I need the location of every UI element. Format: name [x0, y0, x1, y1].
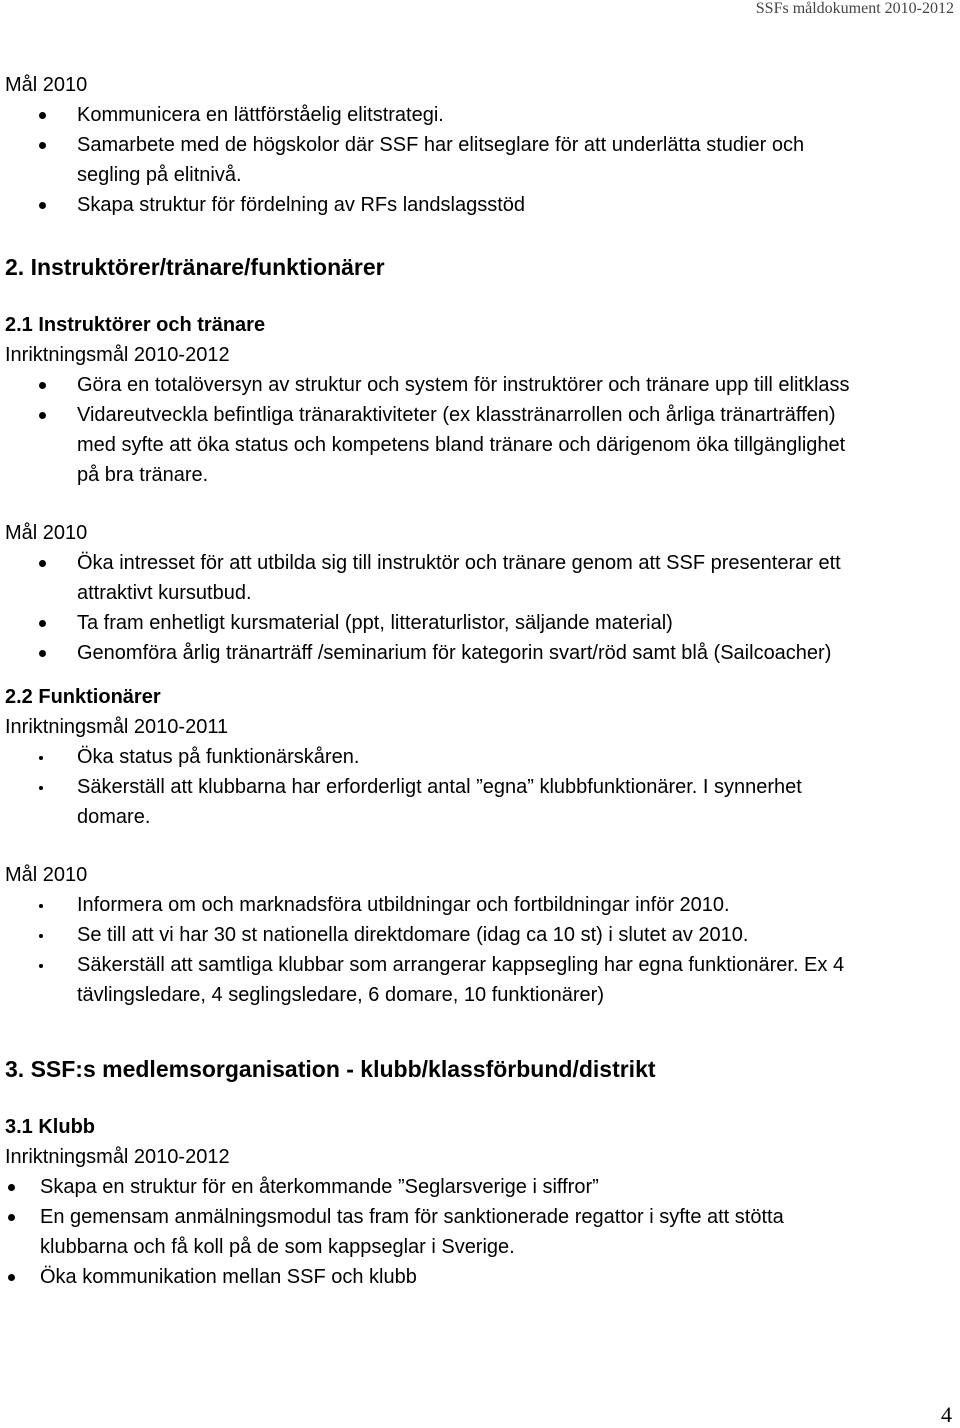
list-item: Kommunicera en lättförståelig elitstrategi.	[5, 100, 955, 130]
list-item-continuation: på bra tränare.	[77, 464, 209, 486]
bullet-icon	[39, 202, 46, 209]
list-item: Öka intresset för att utbilda sig till instruktör och tränare genom att SSF presenterar ett	[5, 548, 955, 578]
section-heading: 2. Instruktörer/tränare/funktionärer	[5, 254, 385, 280]
bullet-icon	[39, 964, 43, 968]
goals-label: Mål 2010	[5, 522, 88, 544]
bullet-icon	[39, 412, 46, 419]
bullet-icon	[39, 934, 43, 938]
bullet-icon	[39, 112, 46, 119]
list-item-continuation: domare.	[77, 806, 151, 828]
list-item: Öka kommunikation mellan SSF och klubb	[5, 1262, 955, 1292]
bullet-icon	[39, 382, 46, 389]
goals-label: Mål 2010	[5, 74, 88, 96]
list-item-continuation: attraktivt kursutbud.	[77, 582, 252, 604]
list-item: Skapa en struktur för en återkommande ”Seglarsverige i siffror”	[5, 1172, 955, 1202]
list-item: Samarbete med de högskolor där SSF har elitseglare för att underlätta studier och	[5, 130, 955, 160]
bullet-icon	[39, 650, 46, 657]
subsection-heading: 2.1 Instruktörer och tränare	[5, 314, 266, 336]
goals-list	[5, 890, 955, 1010]
list-item: Ta fram enhetligt kursmaterial (ppt, litteraturlistor, säljande material)	[5, 608, 955, 638]
list-item: Se till att vi har 30 st nationella direktdomare (idag ca 10 st) i slutet av 2010.	[5, 920, 955, 950]
list-item: Säkerställ att samtliga klubbar som arrangerar kappsegling har egna funktionärer. Ex 4	[5, 950, 955, 980]
bullet-icon	[8, 1184, 15, 1191]
bullet-icon	[39, 560, 46, 567]
list-item-continuation: tävlingsledare, 4 seglingsledare, 6 domare, 10 funktionärer)	[77, 984, 604, 1006]
bullet-icon	[39, 786, 43, 790]
goals-list	[5, 100, 955, 220]
bullet-icon	[39, 904, 43, 908]
bullet-icon	[39, 620, 46, 627]
objectives-list	[5, 742, 955, 832]
list-item-continuation: klubbarna och få koll på de som kappseglar i Sverige.	[40, 1236, 515, 1258]
list-item-continuation: med syfte att öka status och kompetens bland tränare och därigenom öka tillgänglighet	[77, 434, 846, 456]
subsection-heading: 3.1 Klubb	[5, 1116, 96, 1138]
goals-list	[5, 548, 955, 668]
bullet-icon	[8, 1274, 15, 1281]
page-number: 4	[941, 1402, 952, 1427]
section-heading: 3. SSF:s medlemsorganisation - klubb/klassförbund/distrikt	[5, 1056, 656, 1082]
bullet-icon	[8, 1214, 15, 1221]
list-item: En gemensam anmälningsmodul tas fram för sanktionerade regattor i syfte att stötta	[5, 1202, 955, 1232]
bullet-icon	[39, 142, 46, 149]
running-header: SSFs måldokument 2010-2012	[755, 0, 954, 17]
document-body	[5, 70, 955, 1292]
list-item: Göra en totalöversyn av struktur och system för instruktörer och tränare upp till elitklass	[5, 370, 955, 400]
period-label: Inriktningsmål 2010-2012	[5, 1146, 230, 1168]
list-item: Säkerställ att klubbarna har erforderligt antal ”egna” klubbfunktionärer. I synnerhet	[5, 772, 955, 802]
bullet-icon	[39, 756, 43, 760]
list-item: Vidareutveckla befintliga tränaraktiviteter (ex klasstränarrollen och årliga tränarträffen)	[5, 400, 955, 430]
objectives-list	[5, 1172, 955, 1292]
list-item-continuation: segling på elitnivå.	[77, 164, 242, 186]
subsection-heading: 2.2 Funktionärer	[5, 686, 161, 708]
period-label: Inriktningsmål 2010-2012	[5, 344, 230, 366]
goals-label: Mål 2010	[5, 864, 88, 886]
list-item: Informera om och marknadsföra utbildningar och fortbildningar inför 2010.	[5, 890, 955, 920]
period-label: Inriktningsmål 2010-2011	[5, 716, 229, 738]
objectives-list	[5, 370, 955, 490]
list-item: Genomföra årlig tränarträff /seminarium för kategorin svart/röd samt blå (Sailcoacher)	[5, 638, 955, 668]
list-item: Öka status på funktionärskåren.	[5, 742, 955, 772]
list-item: Skapa struktur för fördelning av RFs landslagsstöd	[5, 190, 955, 220]
